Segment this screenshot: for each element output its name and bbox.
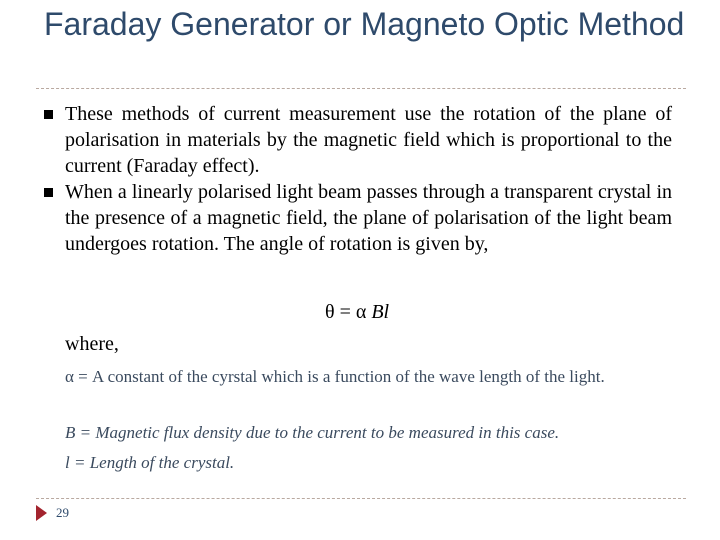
formula-rhs: Bl <box>371 301 390 323</box>
square-bullet-icon <box>44 188 53 197</box>
bullet-item <box>42 179 672 257</box>
bullet-text: These methods of current measurement use the rotation of the plane of polarisation in materials by the magnetic field which is proportional to the current (Faraday effect). <box>65 103 672 177</box>
where-label: where, <box>65 333 119 355</box>
definition-b: B = Magnetic flux density due to the current to be measured in this case. <box>65 423 560 442</box>
definition-l: l = Length of the crystal. <box>65 453 235 472</box>
footer-divider <box>36 498 686 499</box>
bullet-item <box>42 101 672 179</box>
rotation-formula <box>325 299 389 325</box>
bullet-list <box>42 101 672 257</box>
bullet-text: When a linearly polarised light beam passes through a transparent crystal in the presence of a magnetic field, the plane of polarisation of the light beam undergoes rotation. The angle of rotation is given by, <box>65 181 672 255</box>
triangle-arrow-icon <box>36 505 47 521</box>
title-divider <box>36 88 686 89</box>
slide-title: Faraday Generator or Magneto Optic Method <box>44 6 685 42</box>
page-number: 29 <box>56 505 69 520</box>
square-bullet-icon <box>44 110 53 119</box>
definition-alpha: α = A constant of the cyrstal which is a function of the wave length of the light. <box>65 367 605 386</box>
formula-lhs: θ = α <box>325 301 372 323</box>
